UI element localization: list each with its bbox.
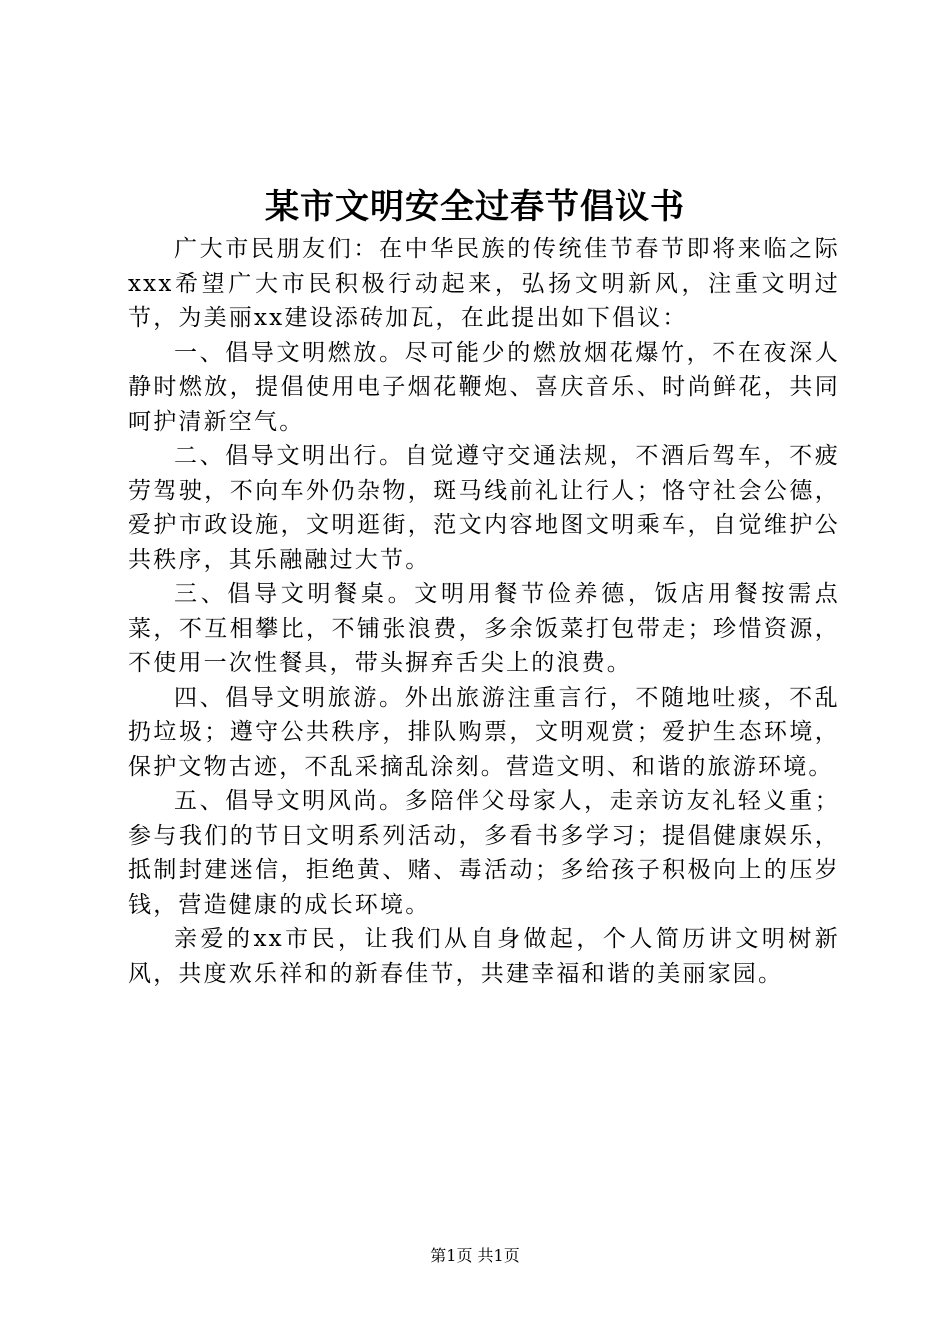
document-title: 某市文明安全过春节倡议书: [265, 187, 685, 227]
paragraph-closing: 亲爱的xx市民，让我们从自身做起，个人简历讲文明树新风，共度欢乐祥和的新春佳节，共建幸福和谐的美丽家园。: [128, 926, 840, 987]
paragraph-customs: 五、倡导文明风尚。多陪伴父母家人，走亲访友礼轻义重；参与我们的节日文明系列活动，多看书多学习；提倡健康娱乐，抵制封建迷信，拒绝黄、赌、毒活动；多给孩子积极向上的压岁钱，营造健康的成长环境。: [128, 788, 840, 918]
paragraph-greeting: 广大市民朋友们：在中华民族的传统佳节春节即将来临之际xxx希望广大市民积极行动起来，弘扬文明新风，注重文明过节，为美丽xx建设添砖加瓦，在此提出如下倡议：: [128, 236, 840, 331]
paragraph-dining: 三、倡导文明餐桌。文明用餐节俭养德，饭店用餐按需点菜，不互相攀比，不铺张浪费，多余饭菜打包带走；珍惜资源，不使用一次性餐具，带头摒弃舌尖上的浪费。: [128, 581, 840, 676]
page-number-footer: 第1页 共1页: [430, 1246, 520, 1265]
document-body: [128, 232, 840, 991]
paragraph-fireworks: 一、倡导文明燃放。尽可能少的燃放烟花爆竹，不在夜深人静时燃放，提倡使用电子烟花鞭炮、喜庆音乐、时尚鲜花，共同呵护清新空气。: [128, 339, 840, 435]
paragraph-travel: 二、倡导文明出行。自觉遵守交通法规，不酒后驾车，不疲劳驾驶，不向车外仍杂物，斑马线前礼让行人；恪守社会公德，爱护市政设施，文明逛街，范文内容地图文明乘车，自觉维护公共秩序，其乐融融过大节。: [128, 443, 840, 573]
paragraph-tourism: 四、倡导文明旅游。外出旅游注重言行，不随地吐痰，不乱扔垃圾；遵守公共秩序，排队购票，文明观赏；爱护生态环境，保护文物古迹，不乱采摘乱涂刻。营造文明、和谐的旅游环境。: [128, 684, 840, 780]
